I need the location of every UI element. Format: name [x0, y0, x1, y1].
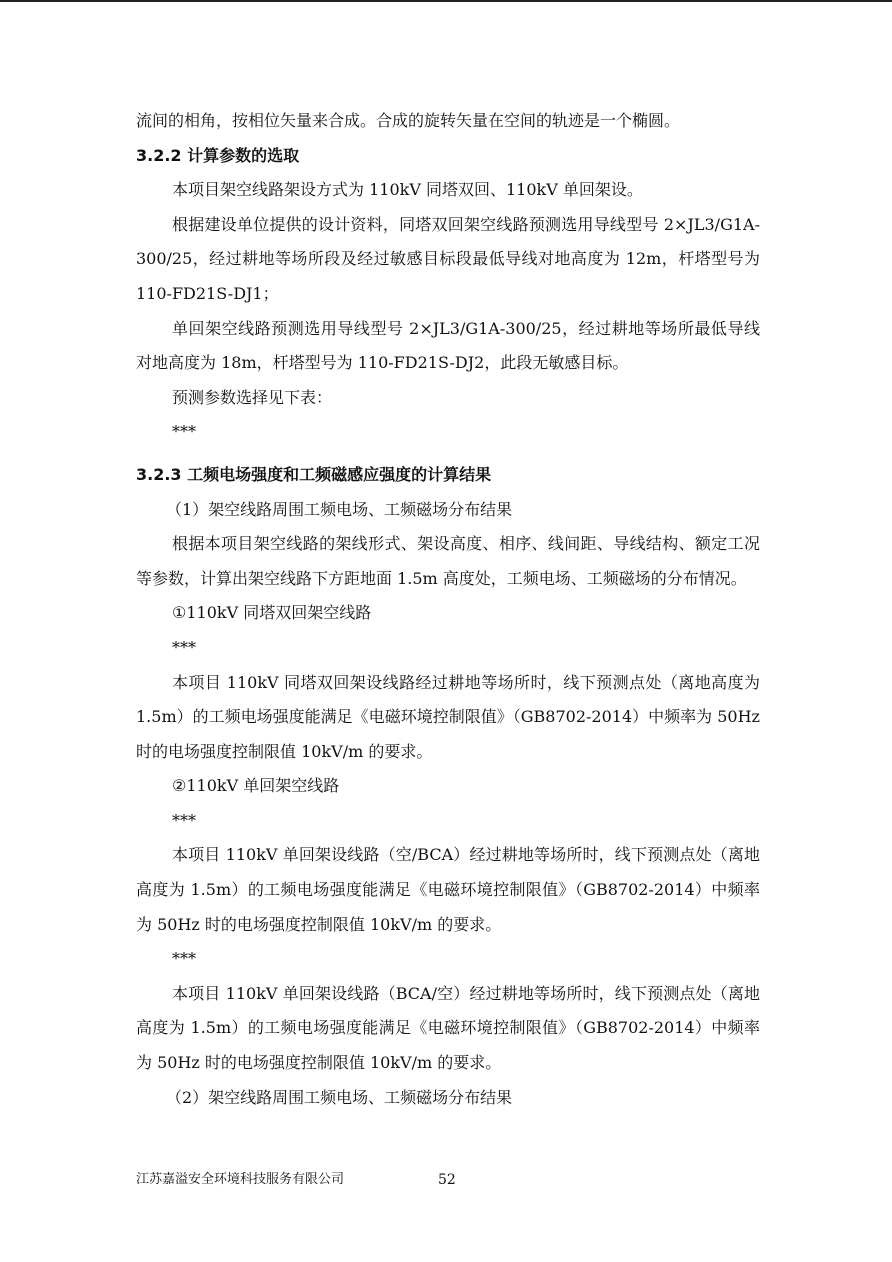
paragraph-double-circuit-result: 本项目 110kV 同塔双回架设线路经过耕地等场所时，线下预测点处（离地高度为 1.5m）的工频电场强度能满足《电磁环境控制限值》（GB8702-2014）中频率为 50Hz 时的电场强度控制限值 10kV/m 的要求。 [136, 672, 760, 761]
subheading-1: （1）架空线路周围工频电场、工频磁场分布结果 [166, 499, 513, 519]
section-heading-3-2-2: 3.2.2 计算参数的选取 [136, 145, 300, 165]
paragraph-erection-method: 本项目架空线路架设方式为 110kV 同塔双回、110kV 单回架设。 [172, 180, 643, 200]
paragraph-continuation: 流间的相角，按相位矢量来合成。合成的旋转矢量在空间的轨迹是一个椭圆。 [136, 111, 681, 130]
paragraph-single-circuit-result-b: 本项目 110kV 单回架设线路（BCA/空）经过耕地等场所时，线下预测点处（离地高度为 1.5m）的工频电场强度能满足《电磁环境控制限值》（GB8702-2014）中频率为 50Hz 时的电场强度控制限值 10kV/m 的要求。 [136, 983, 760, 1073]
paragraph-single-circuit-result-a: 本项目 110kV 单回架设线路（空/BCA）经过耕地等场所时，线下预测点处（离地高度为 1.5m）的工频电场强度能满足《电磁环境控制限值》（GB8702-2014）中频率为 50Hz 时的电场强度控制限值 10kV/m 的要求。 [136, 845, 760, 934]
omitted-table-placeholder: *** [172, 422, 196, 442]
section-heading-3-2-3: 3.2.3 工频电场强度和工频磁感应强度的计算结果 [136, 464, 492, 484]
paragraph-double-circuit-params: 根据建设单位提供的设计资料，同塔双回架空线路预测选用导线型号 2×JL3/G1A-300/25，经过耕地等场所段及经过敏感目标段最低导线对地高度为 12m，杆塔型号为 110-FD21S-DJ1； [136, 214, 760, 303]
omitted-figure-placeholder: *** [172, 810, 196, 830]
omitted-figure-placeholder: *** [172, 949, 196, 969]
paragraph-single-circuit-params: 单回架空线路预测选用导线型号 2×JL3/G1A-300/25，经过耕地等场所最低导线对地高度为 18m，杆塔型号为 110-FD21S-DJ2，此段无敏感目标。 [136, 318, 760, 373]
header-rule [0, 0, 892, 2]
subheading-2: （2）架空线路周围工频电场、工频磁场分布结果 [166, 1087, 513, 1107]
page-number: 52 [438, 1172, 456, 1188]
document-body [136, 104, 760, 1115]
paragraph-calculation-basis: 根据本项目架空线路的架线形式、架设高度、相序、线间距、导线结构、额定工况等参数，计算出架空线路下方距地面 1.5m 高度处，工频电场、工频磁场的分布情况。 [136, 534, 760, 588]
subheading-double-circuit: ①110kV 同塔双回架空线路 [172, 603, 372, 623]
omitted-figure-placeholder: *** [172, 637, 196, 657]
paragraph-table-reference: 预测参数选择见下表： [172, 387, 333, 407]
subheading-single-circuit: ②110kV 单回架空线路 [172, 776, 340, 796]
footer-company: 江苏嘉溢安全环境科技服务有限公司 [136, 1172, 345, 1187]
